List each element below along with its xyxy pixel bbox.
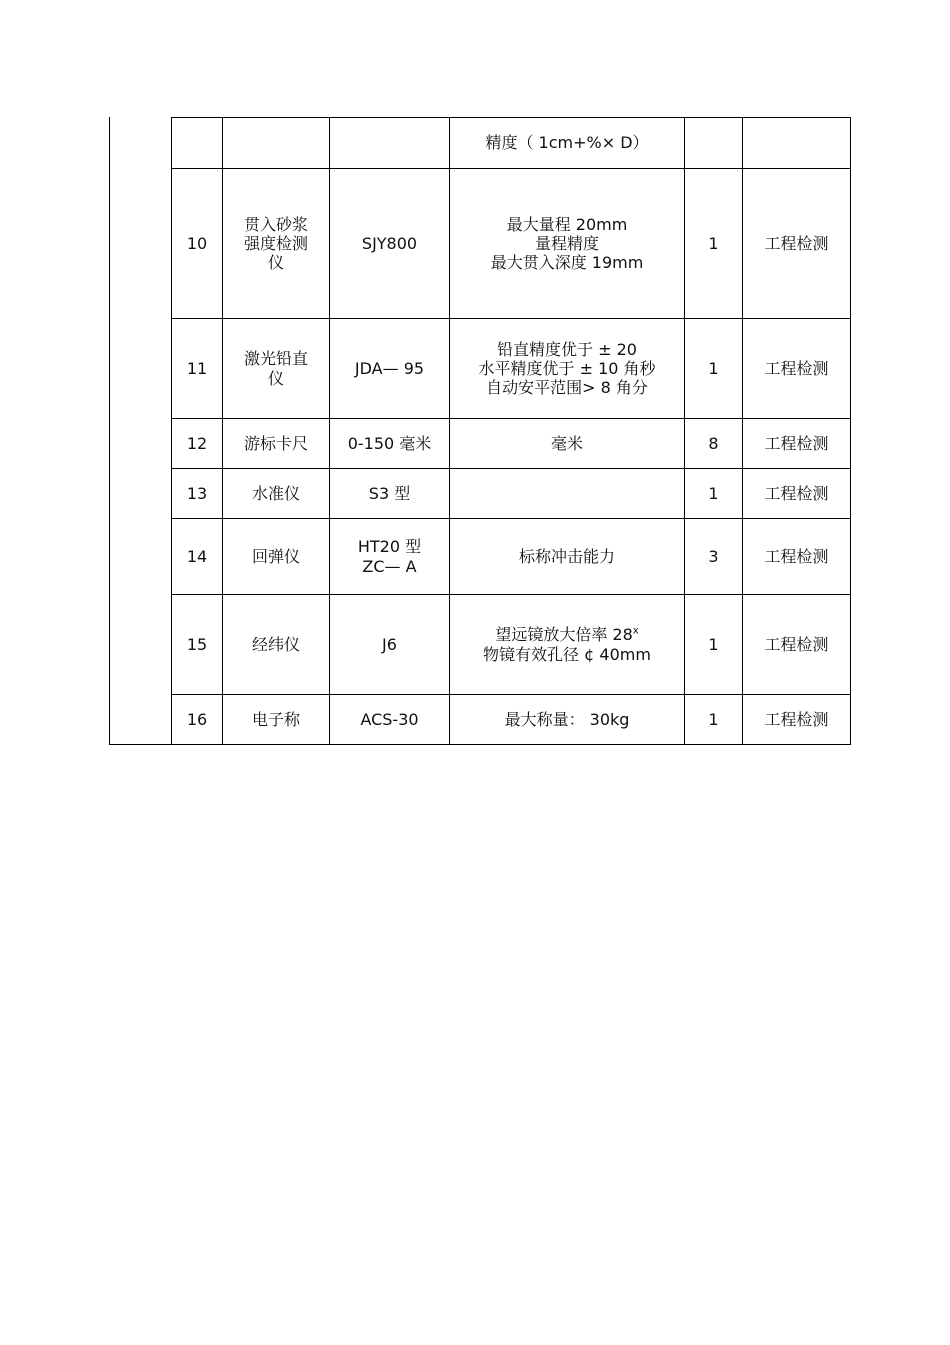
cell-use: 工程检测 xyxy=(743,419,851,469)
cell-no: 13 xyxy=(172,469,223,519)
cell-spec: 最大称量： 30kg xyxy=(450,695,685,745)
name-line: 贯入砂浆 xyxy=(243,214,308,234)
name-line: 仪 xyxy=(267,253,284,273)
spec-line: 水平精度优于 ± 10 角秒 xyxy=(478,358,656,378)
model-line: HT20 型 xyxy=(357,537,422,557)
spec-line: 量程精度 xyxy=(534,233,599,253)
cell-qty: 1 xyxy=(685,319,743,419)
spec-line: 自动安平范围> 8 角分 xyxy=(486,378,648,398)
model-line: ZC— A xyxy=(362,556,417,576)
spec-superscript: x xyxy=(632,625,639,637)
equipment-table xyxy=(171,117,851,745)
table-row xyxy=(172,519,851,595)
cell-no xyxy=(172,118,223,169)
table-row xyxy=(172,595,851,695)
cell-no: 14 xyxy=(172,519,223,595)
cell-name: 回弹仪 xyxy=(223,519,330,595)
cell-qty xyxy=(685,118,743,169)
cell-use xyxy=(743,118,851,169)
cell-name xyxy=(223,319,330,419)
cell-model: JDA— 95 xyxy=(330,319,450,419)
cell-model: J6 xyxy=(330,595,450,695)
cell-spec: 精度（ 1cm+%× D） xyxy=(450,118,685,169)
cell-name xyxy=(223,118,330,169)
cell-model xyxy=(330,118,450,169)
cell-qty: 8 xyxy=(685,419,743,469)
cell-name: 电子称 xyxy=(223,695,330,745)
outer-table-left-border xyxy=(109,117,110,745)
cell-spec xyxy=(450,469,685,519)
cell-name xyxy=(223,169,330,319)
cell-use: 工程检测 xyxy=(743,169,851,319)
table-row xyxy=(172,169,851,319)
cell-spec xyxy=(450,595,685,695)
cell-spec xyxy=(450,319,685,419)
table-row xyxy=(172,469,851,519)
cell-use: 工程检测 xyxy=(743,519,851,595)
spec-line xyxy=(450,625,684,644)
spec-line: 铅直精度优于 ± 20 xyxy=(497,339,637,359)
table-row xyxy=(172,695,851,745)
cell-use: 工程检测 xyxy=(743,695,851,745)
cell-model xyxy=(330,519,450,595)
cell-no: 11 xyxy=(172,319,223,419)
cell-name: 经纬仪 xyxy=(223,595,330,695)
name-line: 强度检测 xyxy=(243,233,308,253)
table-row xyxy=(172,419,851,469)
cell-qty: 1 xyxy=(685,695,743,745)
cell-name: 水准仪 xyxy=(223,469,330,519)
cell-qty: 1 xyxy=(685,595,743,695)
cell-name: 游标卡尺 xyxy=(223,419,330,469)
cell-qty: 3 xyxy=(685,519,743,595)
cell-model: SJY800 xyxy=(330,169,450,319)
cell-model: S3 型 xyxy=(330,469,450,519)
spec-line: 最大量程 20mm xyxy=(506,214,628,234)
cell-use: 工程检测 xyxy=(743,595,851,695)
table-row xyxy=(172,319,851,419)
cell-model: ACS-30 xyxy=(330,695,450,745)
cell-no: 16 xyxy=(172,695,223,745)
cell-no: 15 xyxy=(172,595,223,695)
outer-table-bottom-border xyxy=(109,744,172,745)
cell-no: 10 xyxy=(172,169,223,319)
cell-spec xyxy=(450,169,685,319)
cell-qty: 1 xyxy=(685,169,743,319)
table-row xyxy=(172,118,851,169)
spec-text: 望远镜放大倍率 28 xyxy=(495,625,633,645)
spec-line: 物镜有效孔径 ¢ 40mm xyxy=(483,644,651,664)
name-line: 仪 xyxy=(267,368,284,388)
cell-spec: 标称冲击能力 xyxy=(450,519,685,595)
cell-qty: 1 xyxy=(685,469,743,519)
name-line: 激光铅直 xyxy=(243,349,308,369)
cell-model: 0-150 毫米 xyxy=(330,419,450,469)
cell-spec: 毫米 xyxy=(450,419,685,469)
spec-line: 最大贯入深度 19mm xyxy=(490,253,644,273)
cell-use: 工程检测 xyxy=(743,469,851,519)
cell-use: 工程检测 xyxy=(743,319,851,419)
cell-no: 12 xyxy=(172,419,223,469)
